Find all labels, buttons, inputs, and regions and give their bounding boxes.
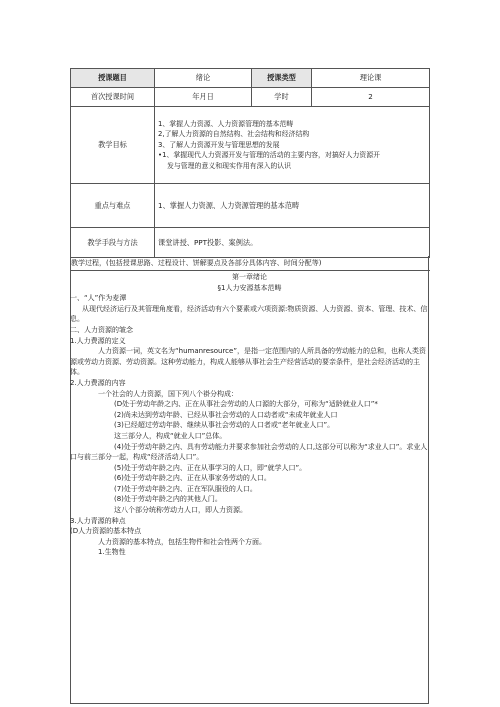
- section-title: §1人力安源基本范畴: [217, 283, 282, 292]
- hours-value: 2: [312, 88, 430, 107]
- topic-value: 绪论: [155, 69, 252, 88]
- heading-2-2: 2.人力费源的内容: [70, 378, 126, 387]
- heading-2-1: 1.人力费源的定义: [70, 336, 126, 345]
- list-item: (6)处于劳动年龄之内、正在从事家务劳动的人口。: [114, 474, 271, 483]
- goal-item: 发与管理的意义和现实作用有深入的认识: [167, 161, 292, 170]
- goal-item: 3、了解人力资源开发与管理思想的发展: [158, 140, 280, 149]
- heading-3-1: (D人力资源的基本特点: [70, 527, 142, 536]
- paragraph-1: 从现代经济运行及其管理角度看，经济活动有六个要素或六项资源:物质资源、人力资源、资本、管理、技术、信息。: [70, 304, 428, 324]
- list-item: (D处于劳动年龄之内、正在从事社会劳动的人口源的大部分，可称为“适龄就业人口”*: [114, 400, 378, 409]
- first-time-value: 年月日: [155, 88, 252, 107]
- heading-1: 一、“人”作为麦潭: [70, 294, 127, 303]
- list-item: (8)处于劳动年龄之内的其他人门。: [114, 495, 222, 504]
- key-label: 重点与难点: [71, 184, 155, 228]
- hours-label: 学时: [252, 88, 312, 107]
- list-item: (7)处于劳动年龄之内、正在军队服役的人口。: [114, 484, 257, 493]
- list-item: (5)处于劳动年龄之内、正在从事学习的人口，即“就学人口”。: [114, 463, 307, 472]
- list-item: (4)处于劳动年龄之内、具有劳动能力并要求参加社会劳动的人口,这部分可以称为“求业人口”。求业人口与前三部分一起，构成“经济活动人口”。: [70, 442, 428, 462]
- method-value: 课堂讲授、PPT投影、案例法。: [155, 228, 430, 258]
- list-item: (3)已经超过劳动年龄、继续从事社会劳动的人口者或“老年就业人口”。: [114, 421, 335, 430]
- lesson-info-table: [70, 68, 430, 258]
- topic-label: 授课题目: [71, 69, 155, 88]
- paragraph-2: 人力资源一词，英文名为“humanresource”，是指一定范围内的人所具备的劳动能力的总和，也称人类资源或劳动力资源、劳动资源。这种劳动能力，构成人能够从事社会生产经营活动的要亲条件，是社会经济活动的主体。: [70, 347, 426, 377]
- summary-2: 这八个部分统称劳动力人口，即人力资源。: [114, 506, 247, 515]
- goal-item: •1、掌握现代人力资源开发与管理的活动的主要内容，对搞好人力资源开: [158, 151, 381, 160]
- lesson-content: [70, 272, 429, 558]
- list-item: (2)尚未达到劳动年龄、已经从事社会劳动的人口动者或“未成年就业人口: [114, 410, 338, 419]
- process-label: 教学过程，(包括授课思路、过程设计、饼解要点及各部分具体内容、时间分配等): [70, 257, 430, 271]
- type-value: 理论课: [312, 69, 430, 88]
- heading-3: 3.人力青源的种点: [70, 516, 126, 525]
- summary-1: 这三部分人，构成“就业人口”总体。: [114, 431, 227, 440]
- chapter-title: 第一章绪论: [232, 273, 267, 281]
- paragraph-5: 1.生物性: [98, 548, 126, 557]
- heading-2: 二、人力资源的皱念: [70, 325, 133, 334]
- key-value: 1、掌握人力资源、人力资源管理的基本范畴: [155, 184, 430, 228]
- first-time-label: 首次授课时间: [71, 88, 155, 107]
- paragraph-3: 一个社会的人力资源，国下列八个褂分构成：: [98, 389, 238, 398]
- paragraph-4: 人力资源的基本特点，包括生物件和社会性两个方面。: [98, 537, 266, 546]
- type-label: 授课类型: [252, 69, 312, 88]
- goal-item: 2,了解人力资源的自然结构、社会结构和经济结构: [158, 130, 310, 139]
- goals-label: 教学目标: [71, 107, 155, 184]
- method-label: 教学手段与方法: [71, 228, 155, 258]
- goal-item: 1、掌握人力资源、人力资源管理的基本范畴: [158, 119, 294, 128]
- goals-cell: [155, 107, 430, 184]
